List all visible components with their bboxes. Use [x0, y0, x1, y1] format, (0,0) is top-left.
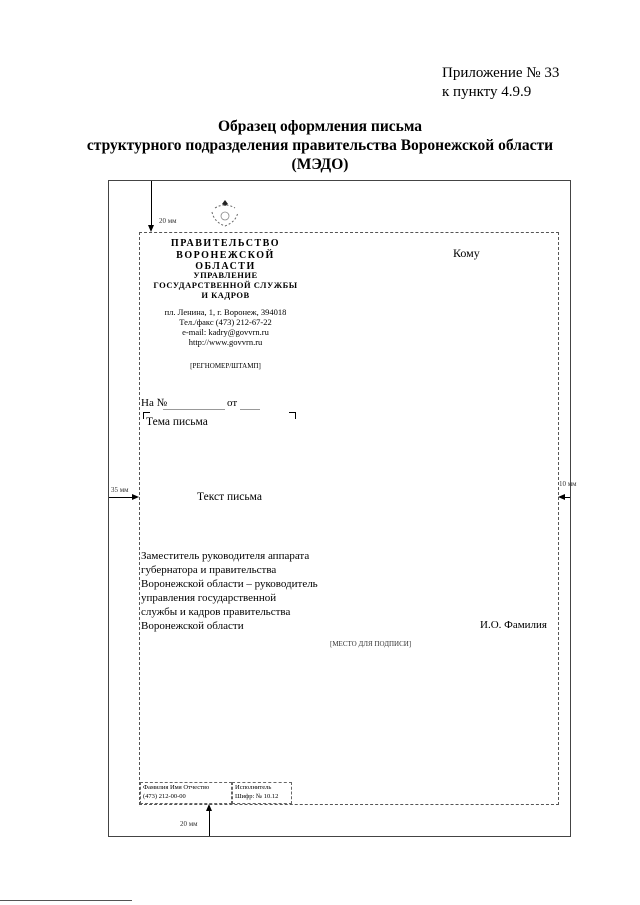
phone-text: Тел./факс (473) 212-67-22: [179, 317, 272, 327]
executor-label: Исполнитель: [235, 784, 272, 791]
page-title-line1: Образец оформления письма: [217, 118, 423, 135]
right-margin-line: [565, 497, 570, 498]
recipient-label: Кому: [453, 246, 480, 260]
executor-name: Фамилия Имя Отчество: [143, 784, 210, 791]
signature-stamp-placeholder: [МЕСТО ДЛЯ ПОДПИСИ]: [330, 640, 412, 648]
left-margin-line: [109, 497, 132, 498]
subject-bracket-right: [289, 412, 296, 419]
ref-date-line: [240, 409, 260, 410]
top-margin-line: [151, 181, 152, 225]
appendix-clause: к пункту 4.9.9: [442, 84, 532, 100]
coat-of-arms-icon: [200, 196, 250, 230]
dept-name-line1: УПРАВЛЕНИЕ: [193, 270, 258, 280]
signature-title-line5: службы и кадров правительства: [141, 606, 291, 618]
arrow-right-icon: [132, 494, 139, 500]
signature-title-line6: Воронежской области: [141, 620, 244, 632]
executor-box: [140, 782, 232, 804]
right-margin-label: 10 мм: [559, 480, 577, 488]
dept-name-line3: И КАДРОВ: [201, 290, 250, 300]
signatory-name: И.О. Фамилия: [480, 619, 547, 631]
executor-code-box: [232, 782, 292, 804]
org-name-line2: ВОРОНЕЖСКОЙ ОБЛАСТИ: [176, 250, 275, 272]
arrow-up-icon: [206, 804, 212, 811]
signature-title-line3: Воронежской области – руководитель: [141, 578, 318, 590]
website-text: http://www.govvrn.ru: [188, 337, 263, 347]
executor-code: Шифр: № 10.12: [235, 793, 279, 800]
dept-name-line2: ГОСУДАРСТВЕННОЙ СЛУЖБЫ: [153, 280, 298, 290]
signature-title-line1: Заместитель руководителя аппарата: [141, 550, 310, 562]
top-margin-label: 20 мм: [159, 217, 177, 225]
executor-phone: (473) 212-00-00: [143, 793, 186, 800]
footnote-separator: [0, 900, 132, 901]
ref-number-line: [163, 409, 225, 410]
registration-stamp: [РЕГНОМЕР/ШТАМП]: [190, 362, 261, 370]
signature-title-line2: губернатора и правительства: [141, 564, 277, 576]
letter-body-text: Текст письма: [197, 491, 262, 503]
org-name-line1: ПРАВИТЕЛЬСТВО: [170, 238, 281, 249]
page-title-line3: (МЭДО): [291, 156, 349, 173]
signature-title-line4: управления государственной: [141, 592, 277, 604]
appendix-number: Приложение № 33: [442, 65, 560, 81]
page-title-line2: структурного подразделения правительства Воронежской области: [86, 137, 554, 154]
ref-number-label: На №: [141, 397, 168, 409]
ref-date-label: от: [227, 397, 238, 409]
bottom-margin-line: [209, 811, 210, 836]
email-text: e-mail: kadry@govvrn.ru: [182, 327, 269, 337]
letter-subject: Тема письма: [146, 416, 208, 428]
bottom-margin-label: 20 мм: [180, 820, 198, 828]
arrow-down-icon: [148, 225, 154, 232]
left-margin-label: 35 мм: [111, 486, 129, 494]
address-text: пл. Ленина, 1, г. Воронеж, 394018: [164, 307, 287, 317]
arrow-left-icon: [558, 494, 565, 500]
